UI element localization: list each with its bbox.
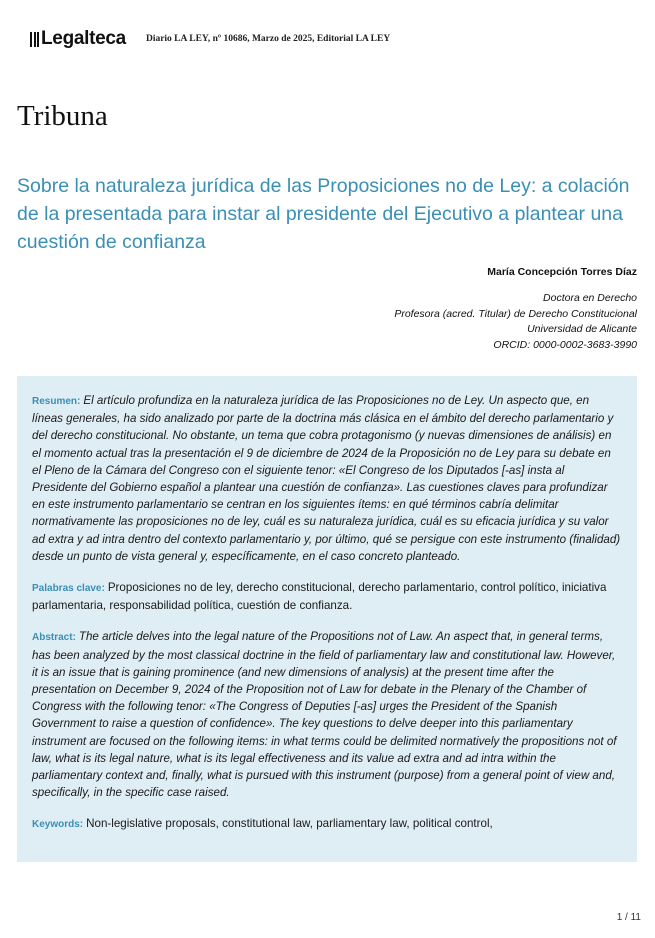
abstract-es [32,392,621,565]
keywords-es-label: Palabras clave: [32,583,105,595]
affiliation-line: Doctora en Derecho [543,292,637,304]
publication-info: Diario LA LEY, nº 10686, Marzo de 2025, Editorial LA LEY [145,34,391,44]
page-number: 1 / 11 [616,912,641,923]
abstract-box [17,376,637,862]
logo-bars-icon [30,32,39,47]
author-affiliation [394,291,637,353]
abstract-en [32,628,621,801]
keywords-es [32,579,621,614]
abstract-es-text: El artículo profundiza en la naturaleza jurídica de las Proposiciones no de Ley. Un aspecto que, en líneas generales, ha sido analizado por parte de la doctrina más clásica en el ámbito del derecho parlamentario y del derecho constitucional. No obstante, un tema que cobra protagonismo (y nuevas dimensiones de análisis) en el momento actual tras la presentación el 9 de diciembre de 2024 de la Proposición no de Ley para su debate en el Pleno de la Cámara del Congreso con el siguiente tenor: «El Congreso de los Diputados [-as] insta al Presidente del Gobierno español a plantear una cuestión de confianza». Las cuestiones claves para profundizar en este instrumento parlamentario se centran en los siguientes ítems: en qué términos cabría delimitar normativamente las proposiciones no de ley, cuál es su naturaleza jurídica, cuál es su eficacia jurídica y su valor ad extra y ad intra dentro del contexto parlamentario y, por último, qué se persigue con este instrumento (finalidad) desde un punto de vista general y, específicamente, en el caso concreto planteado. [32,394,621,563]
abstract-es-label: Resumen: [32,396,81,407]
page-header [30,28,390,50]
abstract-en-text: The article delves into the legal nature of the Propositions not of Law. An aspect that, in general terms, has been analyzed by the most classical doctrine in the field of parliamentary law and constitutional law. However, it is an issue that is gaining prominence (and new dimensions of analysis) at the present time after the presentation on December 9, 2024 of the Proposition not of Law for debate in the Plenary of the Chamber of Congress with the following tenor: «The Congress of Deputies [-as] urges the President of the Spanish Government to raise a question of confidence». The key questions to delve deeper into this parliamentary instrument are focused on the following items: in what terms could be delimited normatively the propositions not of law, what is its legal nature, what is its legal effectiveness and its value ad extra and ad intra within the parliamentary context and, finally, what is pursued with this instrument (purpose) from a general point of view and, specifically, in the specific case raised. [32,630,617,800]
logo-text: Legalteca [41,28,126,49]
orcid-line: ORCID: 0000-0002-3683-3990 [493,338,637,351]
affiliation-line: Profesora (acred. Titular) de Derecho Constitucional [394,307,637,320]
keywords-en [32,815,621,833]
affiliation-line: Universidad de Alicante [527,323,637,335]
keywords-en-text: Non-legislative proposals, constitutional law, parliamentary law, political control, [86,817,493,831]
author-name: María Concepción Torres Díaz [487,266,637,278]
keywords-en-label: Keywords: [32,819,84,831]
section-heading: Tribuna [17,100,108,132]
legalteca-logo[interactable] [30,28,126,50]
article-title: Sobre la naturaleza jurídica de las Proposiciones no de Ley: a colación de la presentada para instar al presidente del Ejecutivo a plantear una cuestión de confianza [17,175,630,253]
keywords-es-text: Proposiciones no de ley, derecho constitucional, derecho parlamentario, control político, iniciativa parlamentaria, responsabilidad política, cuestión de confianza. [32,581,607,613]
abstract-en-label: Abstract: [32,632,76,644]
